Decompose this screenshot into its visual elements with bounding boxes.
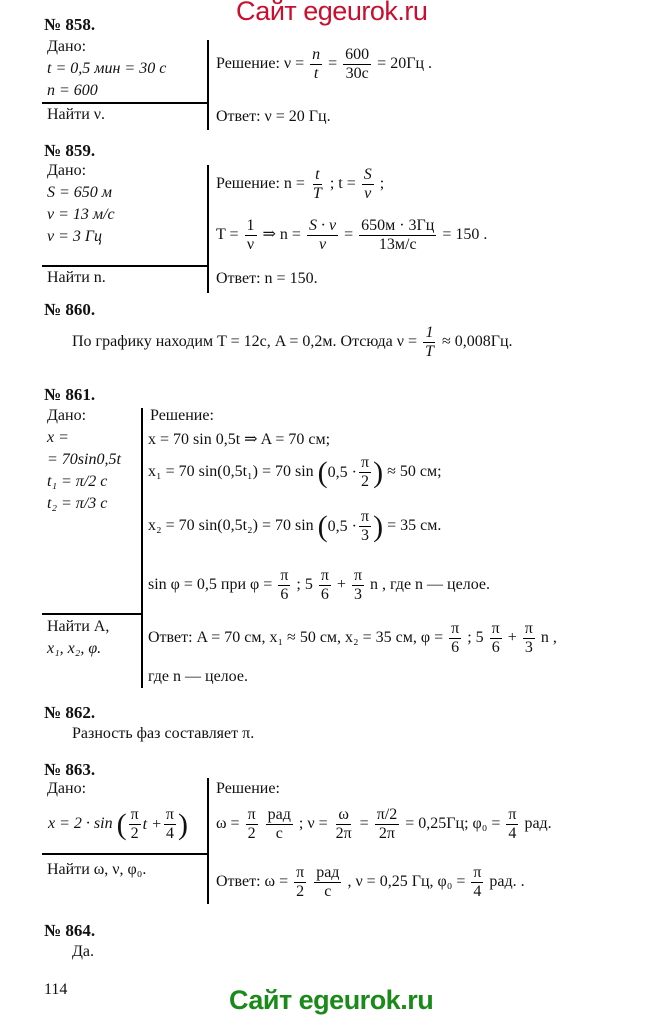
problem-858-number: № 858.	[44, 15, 96, 34]
problem-859-number: № 859.	[44, 141, 96, 160]
problem-860-number: № 860.	[44, 300, 96, 319]
solution-line: x₂ = 70 sin(0,5t₂) = 70 sin ( 0,5 · π 3 ) = 35 см.	[148, 508, 442, 544]
solution-line: sin φ = 0,5 при φ = $\frac{\pi}{6}$ ; 5 $\frac{\pi}{6}$ + $\frac{\pi}{3}$ n , где n — целое.	[148, 567, 490, 603]
solution-line: ω = $\frac{\pi}{2}$ рад с ; ν = $\frac{\omega}{2\pi}$ = $\frac{\pi/2}{2\pi}$ = 0,25Гц; φ₀ = $\frac{\pi}{4}$ рад.	[216, 806, 552, 842]
divider-line	[207, 165, 209, 293]
problem-861-number: № 861.	[44, 385, 96, 404]
solution-line: Решение: n = $\frac{t}{T}$ ; t = $\frac{S}{v}$ ;	[216, 166, 385, 202]
given-line: t₂ = π/3 с	[47, 495, 108, 512]
problem-862-number: № 862.	[44, 703, 96, 722]
find-line: x₁, x₂, φ.	[47, 640, 102, 657]
find-line: Найти ν.	[47, 106, 106, 123]
problem-864-number: № 864.	[44, 921, 96, 940]
divider-line	[42, 853, 208, 855]
find-line: Найти n.	[47, 269, 106, 286]
given-label: Дано:	[47, 780, 87, 797]
given-label: Дано:	[47, 38, 87, 55]
problem-863-number: № 863.	[44, 760, 96, 779]
divider-line	[42, 265, 208, 267]
given-line: ν = 3 Гц	[47, 228, 102, 245]
answer-line: Ответ: A = 70 см, x₁ ≈ 50 см, x₂ = 35 см, φ = $\frac{\pi}{6}$ ; 5 $\frac{\pi}{6}$ + $\frac{\pi}{3}$ n ,	[148, 620, 557, 656]
answer-line: Ответ: ν = 20 Гц.	[216, 108, 331, 125]
solution-line: T = $\frac{1}{\nu}$ ⇒ n = $\frac{S \cdot \nu}{v}$ = 650м · 3Гц 13м/с = 150 .	[216, 217, 488, 253]
given-line: S = 650 м	[47, 184, 113, 201]
divider-line	[42, 102, 208, 104]
given-label: Дано:	[47, 407, 87, 424]
text-line: По графику находим T = 12с, A = 0,2м. Отсюда ν = $\frac{1}{T}$ ≈ 0,008Гц.	[72, 324, 513, 360]
solution-line: x = 70 sin 0,5t ⇒ A = 70 см;	[148, 431, 331, 448]
text-line: Разность фаз составляет π.	[72, 725, 255, 742]
answer-line: Ответ: ω = $\frac{\pi}{2}$ рад с , ν = 0,25 Гц, φ₀ = $\frac{\pi}{4}$ рад. .	[216, 864, 525, 900]
given-line: n = 600	[47, 82, 98, 99]
given-line: v = 13 м/с	[47, 206, 115, 223]
find-line: Найти A,	[47, 618, 110, 635]
solution-line: x₁ = 70 sin(0,5t₁) = 70 sin ( 0,5 · π 2 ) ≈ 50 см;	[148, 454, 442, 490]
solution-line: Решение: ν = $\frac{n}{t}$ = 600 30с = 20Гц .	[216, 46, 433, 82]
answer-line: Ответ: n = 150.	[216, 270, 318, 287]
watermark-top: Сайт egeurok.ru	[236, 0, 428, 26]
solution-label: Решение:	[150, 407, 214, 424]
watermark-bottom: Сайт egeurok.ru	[229, 985, 434, 1015]
given-line: t = 0,5 мин = 30 с	[47, 60, 167, 77]
text-line: Да.	[72, 943, 95, 960]
given-label: Дано:	[47, 162, 87, 179]
divider-line	[207, 778, 209, 904]
divider-line	[207, 40, 209, 130]
given-line: t₁ = π/2 с	[47, 473, 108, 490]
given-line: x = 2 · sin ( π 2 t + $\frac{\pi}{4}$ )	[48, 806, 188, 842]
find-line: Найти ω, ν, φ₀.	[47, 861, 147, 878]
divider-line	[141, 408, 143, 688]
divider-line	[42, 613, 142, 615]
answer-line: где n — целое.	[148, 668, 248, 685]
given-line: = 70sin0,5t	[47, 451, 121, 468]
given-line: x =	[47, 429, 69, 446]
page-number: 114	[44, 981, 68, 998]
solution-label: Решение:	[216, 780, 280, 797]
